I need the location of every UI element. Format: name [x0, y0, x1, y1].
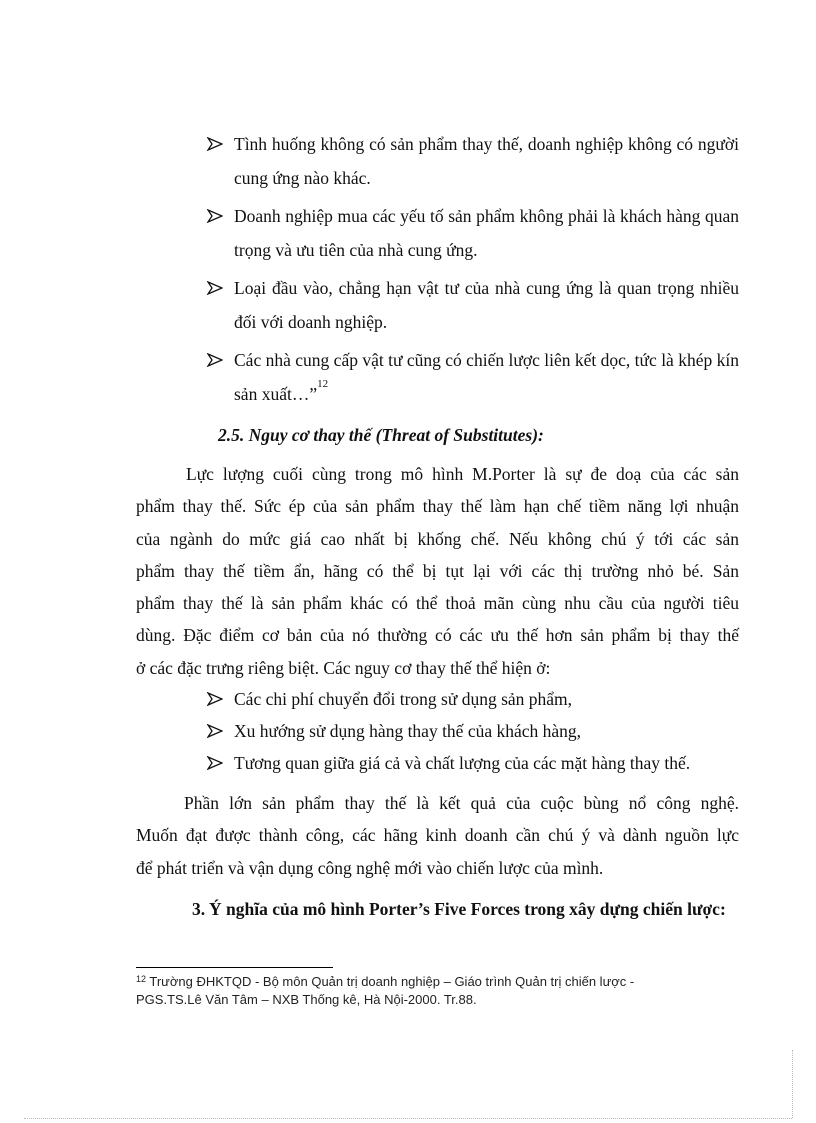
list-item — [207, 715, 747, 747]
arrow-bullet-icon — [207, 199, 227, 223]
paragraph-line: phẩm thay thế. Sức ép của sản phẩm thay thế làm hạn chế tiềm năng lợi nhuận — [136, 496, 739, 517]
list-item — [207, 343, 739, 411]
arrow-bullet-icon — [207, 683, 223, 706]
list-item — [207, 271, 739, 339]
page-border — [24, 1118, 792, 1119]
footnote-reference: 12 — [317, 378, 329, 390]
list-item — [207, 747, 747, 779]
paragraph-line: để phát triển và vận dụng công nghệ mới vào chiến lược của mình. — [136, 857, 604, 878]
footnote-separator — [136, 967, 333, 968]
heading-text: Ý nghĩa của mô hình Porter’s Five Forces trong xây dựng chiến lược: — [209, 899, 726, 919]
chapter-heading — [192, 893, 740, 925]
paragraph-line: ở các đặc trưng riêng biệt. Các nguy cơ thay thế thể hiện ở: — [136, 657, 551, 678]
arrow-bullet-icon — [207, 747, 223, 770]
list-item — [207, 127, 739, 195]
list-item-text: Xu hướng sử dụng hàng thay thế của khách hàng, — [234, 721, 582, 741]
arrow-bullet-icon — [207, 715, 223, 738]
list-item — [207, 683, 747, 715]
footnote-marker: 12 — [136, 974, 147, 984]
list-item-text: Loại đầu vào, chẳng hạn vật tư của nhà cung ứng là quan trọng nhiều đối với doanh nghiệp. — [234, 278, 739, 332]
list-item-text: Doanh nghiệp mua các yếu tố sản phẩm không phải là khách hàng quan trọng và ưu tiên của nhà cung ứng. — [234, 206, 739, 260]
list-item-text: Tương quan giữa giá cả và chất lượng của các mặt hàng thay thế. — [234, 753, 691, 773]
paragraph-line: phẩm thay thế là sản phẩm khác có thể thoả mãn cùng nhu cầu của người tiêu — [136, 593, 739, 614]
arrow-bullet-icon — [207, 343, 227, 367]
arrow-bullet-icon — [207, 271, 227, 295]
list-item-text: Tình huống không có sản phẩm thay thế, doanh nghiệp không có người cung ứng nào khác. — [234, 134, 739, 188]
list-item-text-main: Các nhà cung cấp vật tư cũng có chiến lược liên kết dọc, tức là khép kín sản xuất…” — [234, 350, 739, 404]
section-heading: 2.5. Nguy cơ thay thế (Threat of Substitutes): — [218, 425, 544, 445]
paragraph — [136, 458, 739, 684]
list-item — [207, 199, 739, 267]
paragraph-line: của ngành do mức giá cao nhất bị khống chế. Nếu không chú ý tới các sản — [136, 528, 739, 549]
page-border — [792, 1050, 793, 1118]
paragraph-line: Muốn đạt được thành công, các hãng kinh doanh cần chú ý và dành nguồn lực — [136, 825, 739, 846]
paragraph-line: Lực lượng cuối cùng trong mô hình M.Porter là sự đe doạ của các sản — [186, 464, 739, 484]
footnote — [136, 973, 696, 1009]
paragraph — [136, 787, 739, 884]
paragraph-line: Phần lớn sản phẩm thay thế là kết quả của cuộc bùng nổ công nghệ. — [184, 793, 739, 813]
paragraph-line: phẩm thay thế tiềm ẩn, hãng có thể bị tụt lại với các thị trường nhỏ bé. Sản — [136, 560, 739, 581]
list-item-text — [234, 343, 739, 411]
heading-number: 3. — [192, 899, 206, 919]
arrow-bullet-icon — [207, 127, 227, 151]
list-item-text: Các chi phí chuyển đổi trong sử dụng sản phẩm, — [234, 689, 573, 709]
footnote-text: Trường ĐHKTQD - Bộ môn Quản trị doanh nghiệp – Giáo trình Quản trị chiến lược - PGS.TS.Lê Văn Tâm – NXB Thống kê, Hà Nội-2000. Tr.88. — [136, 974, 635, 1007]
paragraph-line: dùng. Đặc điểm cơ bản của nó thường có các ưu thế hơn sản phẩm bị thay thế — [136, 625, 739, 646]
